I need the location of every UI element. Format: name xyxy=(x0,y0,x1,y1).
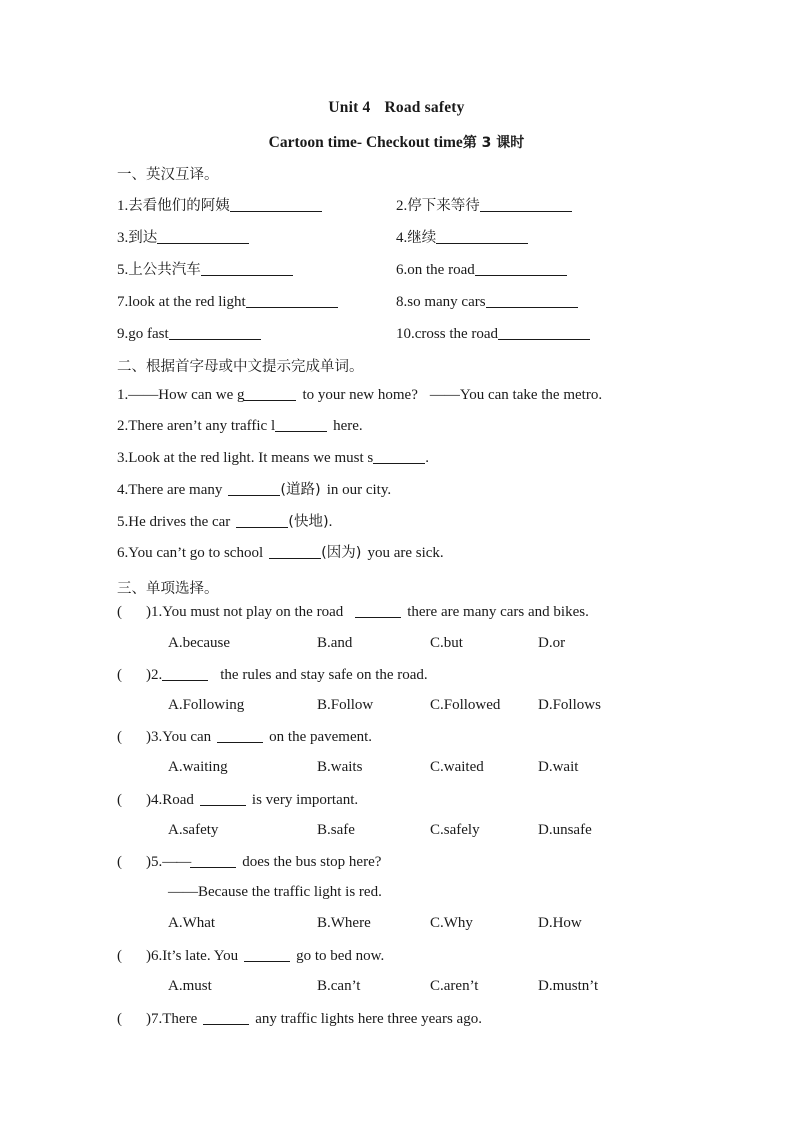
item-number: 4. xyxy=(117,482,129,498)
item-number: 10. xyxy=(396,326,415,342)
option-b[interactable]: B.Follow xyxy=(317,697,374,713)
item-number: 5. xyxy=(151,854,163,870)
item-number: 7. xyxy=(151,1011,163,1027)
translate-item-2 xyxy=(396,196,572,216)
answer-blank[interactable] xyxy=(201,261,293,276)
answer-blank[interactable] xyxy=(475,261,567,276)
fill-item-6 xyxy=(117,543,444,563)
item-text-tail: ——You can take the metro. xyxy=(429,387,603,403)
item-text-before: There aren’t any traffic l xyxy=(128,418,276,434)
item-number: 4. xyxy=(396,230,408,246)
option-d[interactable]: D.How xyxy=(538,915,582,931)
option-d[interactable]: D.Follows xyxy=(538,697,601,713)
choice-options-4 xyxy=(117,822,717,842)
option-d[interactable]: D.or xyxy=(538,635,566,651)
question-text-after: does the bus stop here? xyxy=(242,854,382,870)
choice-options-2 xyxy=(117,697,717,717)
answer-blank[interactable] xyxy=(246,293,338,308)
option-b[interactable]: B.and xyxy=(317,635,353,651)
choice-question-7 xyxy=(117,1010,482,1028)
item-text: 继续 xyxy=(407,230,437,246)
section-1-heading: 一、英汉互译。 xyxy=(117,167,219,183)
item-text-before: ——How can we g xyxy=(128,387,245,403)
answer-paren-open[interactable]: ( xyxy=(117,792,122,808)
option-a[interactable]: A.because xyxy=(168,635,231,651)
option-b[interactable]: B.safe xyxy=(317,822,355,838)
option-d[interactable]: D.mustn’t xyxy=(538,978,599,994)
answer-paren-open[interactable]: ( xyxy=(117,1011,122,1027)
question-text-before: You can xyxy=(162,729,212,745)
answer-paren-close[interactable]: ) xyxy=(146,948,151,964)
item-number: 2. xyxy=(117,418,129,434)
answer-paren-close[interactable]: ) xyxy=(146,1011,151,1027)
translate-item-9 xyxy=(117,324,261,344)
answer-paren-close[interactable]: ) xyxy=(146,667,151,683)
answer-paren-close[interactable]: ) xyxy=(146,604,151,620)
translate-item-6 xyxy=(396,260,567,280)
question-text-after: is very important. xyxy=(251,792,359,808)
answer-blank[interactable] xyxy=(355,603,401,618)
item-text: go fast xyxy=(128,326,169,342)
answer-blank[interactable] xyxy=(203,1010,249,1025)
option-a[interactable]: A.waiting xyxy=(168,759,228,775)
translate-item-3 xyxy=(117,228,249,248)
option-d[interactable]: D.unsafe xyxy=(538,822,592,838)
option-d[interactable]: D.wait xyxy=(538,759,579,775)
fill-item-5 xyxy=(117,512,332,532)
page-title xyxy=(0,99,793,117)
answer-blank[interactable] xyxy=(236,513,288,528)
answer-blank[interactable] xyxy=(200,791,246,806)
item-number: 3. xyxy=(151,729,163,745)
question-text-after: go to bed now. xyxy=(296,948,385,964)
choice-question-6 xyxy=(117,947,384,965)
choice-question-3 xyxy=(117,728,372,746)
item-number: 4. xyxy=(151,792,163,808)
choice-question-4 xyxy=(117,791,358,809)
question-text-before: You must not play on the road xyxy=(162,604,344,620)
item-number: 6. xyxy=(151,948,163,964)
translate-item-4 xyxy=(396,228,528,248)
choice-question-5-continuation: ——Because the traffic light is red. xyxy=(168,884,382,900)
fill-item-3 xyxy=(117,448,429,468)
fill-item-2 xyxy=(117,416,363,436)
unit-topic: Road safety xyxy=(384,99,465,116)
section-2-heading: 二、根据首字母或中文提示完成单词。 xyxy=(117,359,364,375)
answer-paren-open[interactable]: ( xyxy=(117,604,122,620)
translate-item-7 xyxy=(117,292,338,312)
item-text-after: . xyxy=(425,450,429,466)
question-text-after: the rules and stay safe on the road. xyxy=(220,667,428,683)
choice-question-1 xyxy=(117,603,589,621)
item-number: 9. xyxy=(117,326,129,342)
answer-blank[interactable] xyxy=(480,197,572,212)
answer-blank[interactable] xyxy=(190,853,236,868)
question-text-before: —— xyxy=(162,854,191,870)
answer-blank[interactable] xyxy=(162,666,208,681)
answer-blank[interactable] xyxy=(269,544,321,559)
answer-paren-open[interactable]: ( xyxy=(117,667,122,683)
item-number: 5. xyxy=(117,514,129,530)
answer-paren-close[interactable]: ) xyxy=(146,792,151,808)
answer-blank[interactable] xyxy=(244,386,296,401)
answer-blank[interactable] xyxy=(373,449,425,464)
item-text: so many cars xyxy=(407,294,486,310)
answer-paren-close[interactable]: ) xyxy=(146,854,151,870)
choice-options-5 xyxy=(117,915,717,935)
item-number: 2. xyxy=(396,198,408,214)
question-text-after: there are many cars and bikes. xyxy=(407,604,589,620)
option-b[interactable]: B.waits xyxy=(317,759,363,775)
option-a[interactable]: A.Following xyxy=(168,697,245,713)
item-text: 去看他们的阿姨 xyxy=(128,198,230,214)
item-text-before: He drives the car xyxy=(128,514,231,530)
translate-item-10 xyxy=(396,324,590,344)
option-c[interactable]: C.Followed xyxy=(430,697,501,713)
option-a[interactable]: A.must xyxy=(168,978,212,994)
item-number: 2. xyxy=(151,667,163,683)
option-b[interactable]: B.can’t xyxy=(317,978,361,994)
answer-blank[interactable] xyxy=(228,481,280,496)
item-text-before: Look at the red light. It means we must s xyxy=(128,450,374,466)
answer-blank[interactable] xyxy=(486,293,578,308)
item-hint: (快地) xyxy=(288,514,329,530)
answer-blank[interactable] xyxy=(230,197,322,212)
item-number: 5. xyxy=(117,262,129,278)
translate-item-8 xyxy=(396,292,578,312)
item-hint: (道路) xyxy=(280,482,321,498)
item-hint: (因为) xyxy=(321,545,362,561)
option-b[interactable]: B.Where xyxy=(317,915,371,931)
subtitle-chinese: 第 3 课时 xyxy=(462,135,525,151)
option-c[interactable]: C.Why xyxy=(430,915,473,931)
item-text: cross the road xyxy=(414,326,499,342)
translate-item-1 xyxy=(117,196,322,216)
choice-options-3 xyxy=(117,759,717,779)
item-text: 到达 xyxy=(128,230,158,246)
question-text-after: any traffic lights here three years ago. xyxy=(255,1011,482,1027)
option-a[interactable]: A.What xyxy=(168,915,216,931)
answer-blank[interactable] xyxy=(169,325,261,340)
answer-blank[interactable] xyxy=(244,947,290,962)
translate-item-5 xyxy=(117,260,293,280)
item-number: 1. xyxy=(117,387,129,403)
item-number: 7. xyxy=(117,294,129,310)
fill-item-4 xyxy=(117,480,391,500)
item-text: on the road xyxy=(407,262,475,278)
answer-paren-open[interactable]: ( xyxy=(117,854,122,870)
item-number: 6. xyxy=(117,545,129,561)
page-subtitle xyxy=(0,132,793,152)
item-text-after: you are sick. xyxy=(367,545,444,561)
item-text-after: . xyxy=(328,514,333,530)
answer-paren-open[interactable]: ( xyxy=(117,948,122,964)
item-number: 6. xyxy=(396,262,408,278)
option-a[interactable]: A.safety xyxy=(168,822,219,838)
choice-question-2 xyxy=(117,666,428,684)
option-c[interactable]: C.safely xyxy=(430,822,480,838)
item-text-before: You can’t go to school xyxy=(128,545,264,561)
section-3-heading: 三、单项选择。 xyxy=(117,581,219,597)
option-c[interactable]: C.waited xyxy=(430,759,484,775)
fill-item-1 xyxy=(117,385,602,405)
item-number: 8. xyxy=(396,294,408,310)
answer-blank[interactable] xyxy=(157,229,249,244)
item-number: 3. xyxy=(117,230,129,246)
answer-paren-close[interactable]: ) xyxy=(146,729,151,745)
item-text: 上公共汽车 xyxy=(128,262,201,278)
subtitle-english: Cartoon time- Checkout time xyxy=(268,134,463,151)
question-text-before: There xyxy=(162,1011,198,1027)
unit-label: Unit 4 xyxy=(328,99,371,116)
question-text-before: It’s late. You xyxy=(162,948,239,964)
answer-paren-open[interactable]: ( xyxy=(117,729,122,745)
item-number: 3. xyxy=(117,450,129,466)
item-number: 1. xyxy=(117,198,129,214)
question-text-before: Road xyxy=(162,792,194,808)
item-text: look at the red light xyxy=(128,294,246,310)
item-text-after: in our city. xyxy=(326,482,392,498)
answer-blank[interactable] xyxy=(275,417,327,432)
choice-options-6 xyxy=(117,978,717,998)
question-text-after: on the pavement. xyxy=(269,729,373,745)
item-text-before: There are many xyxy=(128,482,223,498)
item-text-after: here. xyxy=(333,418,363,434)
item-text-after: to your new home? xyxy=(302,387,418,403)
answer-blank[interactable] xyxy=(436,229,528,244)
choice-question-5 xyxy=(117,853,381,871)
option-c[interactable]: C.but xyxy=(430,635,463,651)
answer-blank[interactable] xyxy=(498,325,590,340)
answer-blank[interactable] xyxy=(217,728,263,743)
item-text: 停下来等待 xyxy=(407,198,480,214)
option-c[interactable]: C.aren’t xyxy=(430,978,479,994)
item-number: 1. xyxy=(151,604,163,620)
choice-options-1 xyxy=(117,635,717,655)
